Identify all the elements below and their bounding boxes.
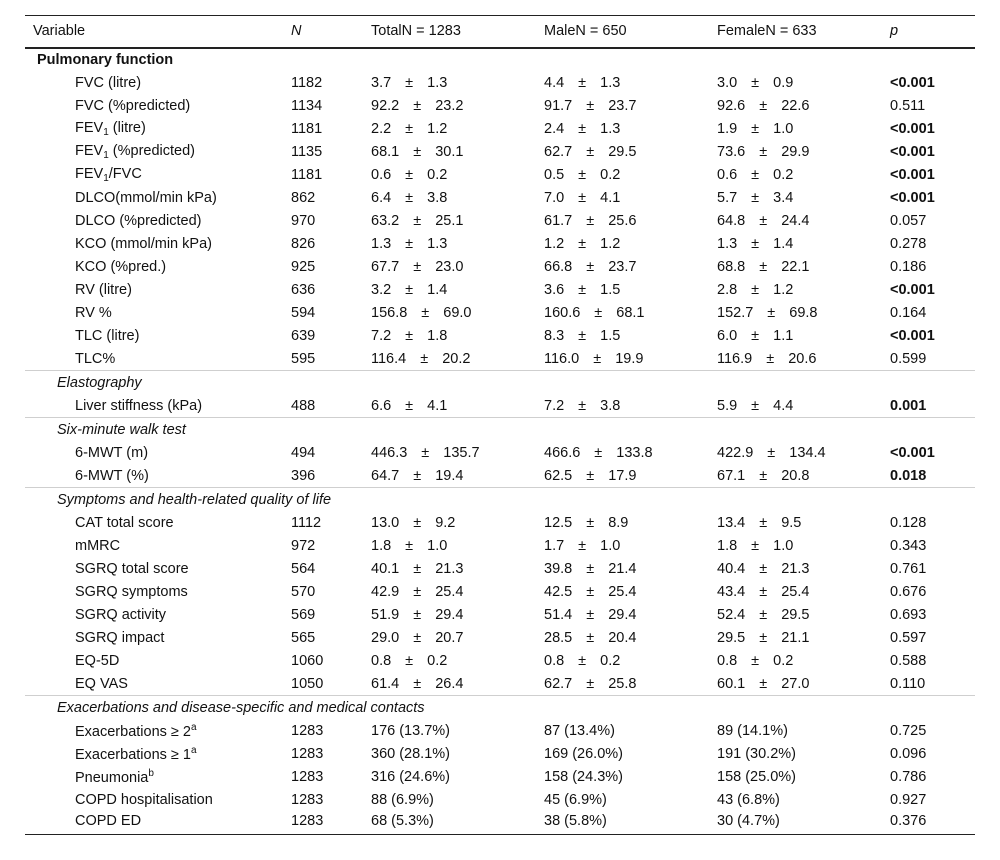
row-label: EQ VAS <box>75 675 128 692</box>
header-total: TotalN = 1283 <box>363 16 536 48</box>
table-row <box>25 187 975 210</box>
row-p: <0.001 <box>890 75 935 91</box>
row-n: 1182 <box>291 75 323 91</box>
row-total: 64.7 ± 19.4 <box>371 467 464 484</box>
row-n: 494 <box>291 445 316 461</box>
row-n: 1283 <box>283 812 363 835</box>
row-n: 826 <box>291 236 316 252</box>
table-row <box>25 95 975 118</box>
row-label: FVC (litre) <box>75 75 142 91</box>
table-row <box>25 395 975 418</box>
row-female: 3.0 ± 0.9 <box>717 75 794 91</box>
results-table <box>25 15 975 835</box>
row-female: 73.6 ± 29.9 <box>717 144 810 160</box>
row-male: 87 (13.4%) <box>544 723 615 739</box>
row-p: <0.001 <box>890 144 935 160</box>
row-n: 396 <box>291 467 316 484</box>
row-p: 0.096 <box>890 746 927 762</box>
row-total: 2.2 ± 1.2 <box>371 121 448 137</box>
row-female: 30 (4.7%) <box>709 812 882 835</box>
table-row <box>25 348 975 371</box>
row-n: 1283 <box>291 769 324 785</box>
row-female: 40.4 ± 21.3 <box>717 561 810 577</box>
section-header <box>25 696 975 720</box>
row-total: 116.4 ± 20.2 <box>371 350 471 367</box>
row-male: 466.6 ± 133.8 <box>544 445 653 461</box>
row-male: 38 (5.8%) <box>536 812 709 835</box>
row-p: <0.001 <box>890 328 935 344</box>
row-female: 1.8 ± 1.0 <box>717 538 794 554</box>
row-female: 1.9 ± 1.0 <box>717 121 794 137</box>
row-total: 316 (24.6%) <box>371 769 450 785</box>
row-label: SGRQ symptoms <box>75 584 188 600</box>
header-female: FemaleN = 633 <box>709 16 882 48</box>
row-n: 1283 <box>291 723 324 739</box>
row-male: 28.5 ± 20.4 <box>544 630 637 646</box>
row-male: 7.2 ± 3.8 <box>544 397 621 414</box>
row-total: 0.6 ± 0.2 <box>371 167 448 183</box>
section-title: Pulmonary function <box>37 52 174 68</box>
table-row <box>25 558 975 581</box>
row-male: 39.8 ± 21.4 <box>544 561 637 577</box>
table-row <box>25 673 975 696</box>
row-total: 63.2 ± 25.1 <box>371 213 464 229</box>
row-male: 116.0 ± 19.9 <box>544 350 644 367</box>
row-male: 4.4 ± 1.3 <box>544 75 621 91</box>
row-female: 152.7 ± 69.8 <box>717 305 818 321</box>
row-female: 29.5 ± 21.1 <box>717 630 810 646</box>
row-p: 0.057 <box>890 213 927 229</box>
row-male: 8.3 ± 1.5 <box>544 328 621 344</box>
row-male: 160.6 ± 68.1 <box>544 305 645 321</box>
row-label: $FEV_1$/FVC <box>75 166 142 184</box>
row-female: 64.8 ± 24.4 <box>717 213 810 229</box>
table-row <box>25 789 975 812</box>
row-female: 6.0 ± 1.1 <box>717 328 794 344</box>
row-n: 564 <box>291 561 316 577</box>
row-label: SGRQ impact <box>75 630 165 646</box>
row-label: RV (litre) <box>75 282 132 298</box>
table-row <box>25 743 975 766</box>
row-n: 1050 <box>291 675 324 692</box>
table-row <box>25 604 975 627</box>
row-male: 3.6 ± 1.5 <box>544 282 621 298</box>
row-female: 422.9 ± 134.4 <box>717 445 826 461</box>
row-label: RV % <box>75 305 112 321</box>
row-label: TLC% <box>75 350 116 367</box>
row-label: Exacerbations ≥ $1^a$ <box>75 745 197 763</box>
row-p: 0.761 <box>890 561 927 577</box>
row-total: 67.7 ± 23.0 <box>371 259 464 275</box>
row-n: 594 <box>291 305 316 321</box>
row-n: 1181 <box>291 121 323 137</box>
row-n: 1134 <box>291 98 323 114</box>
row-label: 6-MWT (m) <box>75 445 149 461</box>
row-total: 61.4 ± 26.4 <box>371 675 464 692</box>
row-n: 595 <box>291 350 316 367</box>
row-male: 91.7 ± 23.7 <box>544 98 637 114</box>
row-p: 0.343 <box>890 538 927 554</box>
row-p: <0.001 <box>890 190 935 206</box>
row-label: Exacerbations ≥ $2^a$ <box>75 722 197 740</box>
row-total: 1.8 ± 1.0 <box>371 538 448 554</box>
header-p: p <box>882 16 975 48</box>
row-label: SGRQ total score <box>75 561 189 577</box>
row-male: 42.5 ± 25.4 <box>544 584 637 600</box>
row-female: 0.6 ± 0.2 <box>717 167 794 183</box>
table-row <box>25 279 975 302</box>
header-n: N <box>283 16 363 48</box>
table-row <box>25 535 975 558</box>
table-body <box>25 48 975 835</box>
row-total: 3.7 ± 1.3 <box>371 75 448 91</box>
table-row <box>25 210 975 233</box>
row-n: 970 <box>291 213 316 229</box>
table-row <box>25 720 975 743</box>
row-male: 158 (24.3%) <box>544 769 623 785</box>
row-female: 43 (6.8%) <box>717 792 780 808</box>
row-p: <0.001 <box>890 282 935 298</box>
row-n: 1112 <box>291 515 322 531</box>
row-male: 2.4 ± 1.3 <box>544 121 621 137</box>
row-male: 0.8 ± 0.2 <box>544 653 621 669</box>
row-label: EQ-5D <box>75 653 120 669</box>
row-n: 925 <box>291 259 316 275</box>
table-row <box>25 325 975 348</box>
row-p: 0.164 <box>890 305 927 321</box>
table-header-row <box>25 16 975 48</box>
row-male: 61.7 ± 25.6 <box>544 213 637 229</box>
row-total: 156.8 ± 69.0 <box>371 305 472 321</box>
section-header <box>25 371 975 395</box>
table-row <box>25 118 975 141</box>
row-total: 92.2 ± 23.2 <box>371 98 464 114</box>
section-title: Symptoms and health-related quality of life <box>25 488 975 512</box>
table-row <box>25 581 975 604</box>
row-n: 1181 <box>291 167 323 183</box>
row-male: 12.5 ± 8.9 <box>544 515 629 531</box>
section-title: Elastography <box>25 371 975 395</box>
row-p: 0.278 <box>890 236 927 252</box>
row-male: 51.4 ± 29.4 <box>544 607 637 623</box>
header-male: MaleN = 650 <box>536 16 709 48</box>
row-p: 0.599 <box>890 350 927 367</box>
row-female: 89 (14.1%) <box>717 723 788 739</box>
row-p: 0.786 <box>890 769 927 785</box>
row-total: 68.1 ± 30.1 <box>371 144 464 160</box>
row-female: 60.1 ± 27.0 <box>717 675 810 692</box>
row-total: 29.0 ± 20.7 <box>371 630 464 646</box>
row-label: Liver stiffness (kPa) <box>75 397 203 414</box>
row-n: 639 <box>291 328 316 344</box>
row-p: 0.597 <box>890 630 927 646</box>
row-total: 446.3 ± 135.7 <box>371 445 480 461</box>
row-total: 6.4 ± 3.8 <box>371 190 448 206</box>
row-male: 62.7 ± 29.5 <box>544 144 637 160</box>
row-n: 862 <box>291 190 316 206</box>
row-label: KCO (%pred.) <box>75 259 167 275</box>
row-male: 62.7 ± 25.8 <box>544 675 637 692</box>
row-p: <0.001 <box>890 167 935 183</box>
row-female: 5.7 ± 3.4 <box>717 190 794 206</box>
row-p: 0.725 <box>890 723 927 739</box>
table-row <box>25 256 975 279</box>
row-male: 7.0 ± 4.1 <box>544 190 621 206</box>
row-label: COPD hospitalisation <box>75 792 213 808</box>
row-total: 360 (28.1%) <box>371 746 450 762</box>
row-p: <0.001 <box>890 445 935 461</box>
row-n: 565 <box>291 630 316 646</box>
row-male: 66.8 ± 23.7 <box>544 259 637 275</box>
row-p: 0.927 <box>890 792 927 808</box>
row-n: 1283 <box>291 746 324 762</box>
table-row <box>25 141 975 164</box>
row-female: 5.9 ± 4.4 <box>717 397 794 414</box>
table-row <box>25 164 975 187</box>
row-total: 88 (6.9%) <box>371 792 434 808</box>
row-male: 1.2 ± 1.2 <box>544 236 621 252</box>
table-row <box>25 442 975 465</box>
row-n: 1060 <box>291 653 324 669</box>
row-n: 570 <box>291 584 316 600</box>
table-row <box>25 72 975 95</box>
row-female: 68.8 ± 22.1 <box>717 259 810 275</box>
table-row <box>25 766 975 789</box>
row-male: 1.7 ± 1.0 <box>544 538 621 554</box>
section-title: Six-minute walk test <box>25 418 975 442</box>
row-p: <0.001 <box>890 121 935 137</box>
header-variable: Variable <box>25 16 283 48</box>
row-label: Pneumonia$^b$ <box>75 768 154 786</box>
section-header <box>25 418 975 442</box>
table-row <box>25 650 975 673</box>
section-header <box>25 488 975 512</box>
table-row <box>25 627 975 650</box>
row-female: 43.4 ± 25.4 <box>717 584 810 600</box>
row-total: 6.6 ± 4.1 <box>371 397 448 414</box>
row-label: $FEV_1$ (%predicted) <box>75 143 195 161</box>
row-total: 13.0 ± 9.2 <box>371 515 456 531</box>
table-row <box>25 465 975 488</box>
row-total: 40.1 ± 21.3 <box>371 561 464 577</box>
row-female: 52.4 ± 29.5 <box>717 607 810 623</box>
table-row <box>25 512 975 535</box>
row-p: 0.588 <box>890 653 927 669</box>
row-female: 1.3 ± 1.4 <box>717 236 794 252</box>
row-n: 636 <box>291 282 316 298</box>
row-female: 158 (25.0%) <box>717 769 796 785</box>
row-label: $FEV_1$ (litre) <box>75 120 146 138</box>
row-p: 0.376 <box>882 812 975 835</box>
row-total: 68 (5.3%) <box>363 812 536 835</box>
row-total: 176 (13.7%) <box>371 723 450 739</box>
row-total: 1.3 ± 1.3 <box>371 236 448 252</box>
section-header <box>25 48 975 72</box>
row-n: 569 <box>291 607 316 623</box>
row-label: CAT total score <box>75 515 174 531</box>
row-label: 6-MWT (%) <box>75 467 149 484</box>
row-male: 45 (6.9%) <box>544 792 607 808</box>
row-female: 92.6 ± 22.6 <box>717 98 810 114</box>
row-female: 0.8 ± 0.2 <box>717 653 794 669</box>
row-p: 0.511 <box>890 98 926 114</box>
row-female: 191 (30.2%) <box>717 746 796 762</box>
row-female: 116.9 ± 20.6 <box>717 350 817 367</box>
row-total: 0.8 ± 0.2 <box>371 653 448 669</box>
row-label: FVC (%predicted) <box>75 98 191 114</box>
row-label: COPD ED <box>25 812 283 835</box>
row-p: 0.110 <box>890 675 926 692</box>
row-total: 42.9 ± 25.4 <box>371 584 464 600</box>
row-p: 0.676 <box>890 584 927 600</box>
row-n: 1283 <box>291 792 324 808</box>
row-label: DLCO (%predicted) <box>75 213 202 229</box>
row-label: DLCO(mmol/min kPa) <box>75 190 217 206</box>
row-p: 0.186 <box>890 259 927 275</box>
row-male: 169 (26.0%) <box>544 746 623 762</box>
row-female: 13.4 ± 9.5 <box>717 515 802 531</box>
row-total: 3.2 ± 1.4 <box>371 282 448 298</box>
row-label: mMRC <box>75 538 121 554</box>
row-n: 1135 <box>291 144 323 160</box>
row-label: SGRQ activity <box>75 607 167 623</box>
row-p: 0.018 <box>890 467 927 484</box>
row-total: 7.2 ± 1.8 <box>371 328 448 344</box>
row-label: KCO (mmol/min kPa) <box>75 236 212 252</box>
row-label: TLC (litre) <box>75 328 140 344</box>
table-row <box>25 302 975 325</box>
row-female: 67.1 ± 20.8 <box>717 467 810 484</box>
row-p: 0.693 <box>890 607 927 623</box>
row-p: 0.001 <box>890 397 927 414</box>
row-male: 0.5 ± 0.2 <box>544 167 621 183</box>
table-row <box>25 233 975 256</box>
row-female: 2.8 ± 1.2 <box>717 282 794 298</box>
row-n: 972 <box>291 538 316 554</box>
row-total: 51.9 ± 29.4 <box>371 607 464 623</box>
table-row <box>25 812 975 835</box>
row-male: 62.5 ± 17.9 <box>544 467 637 484</box>
row-p: 0.128 <box>890 515 927 531</box>
section-title: Exacerbations and disease-specific and medical contacts <box>25 696 975 720</box>
row-n: 488 <box>291 397 316 414</box>
